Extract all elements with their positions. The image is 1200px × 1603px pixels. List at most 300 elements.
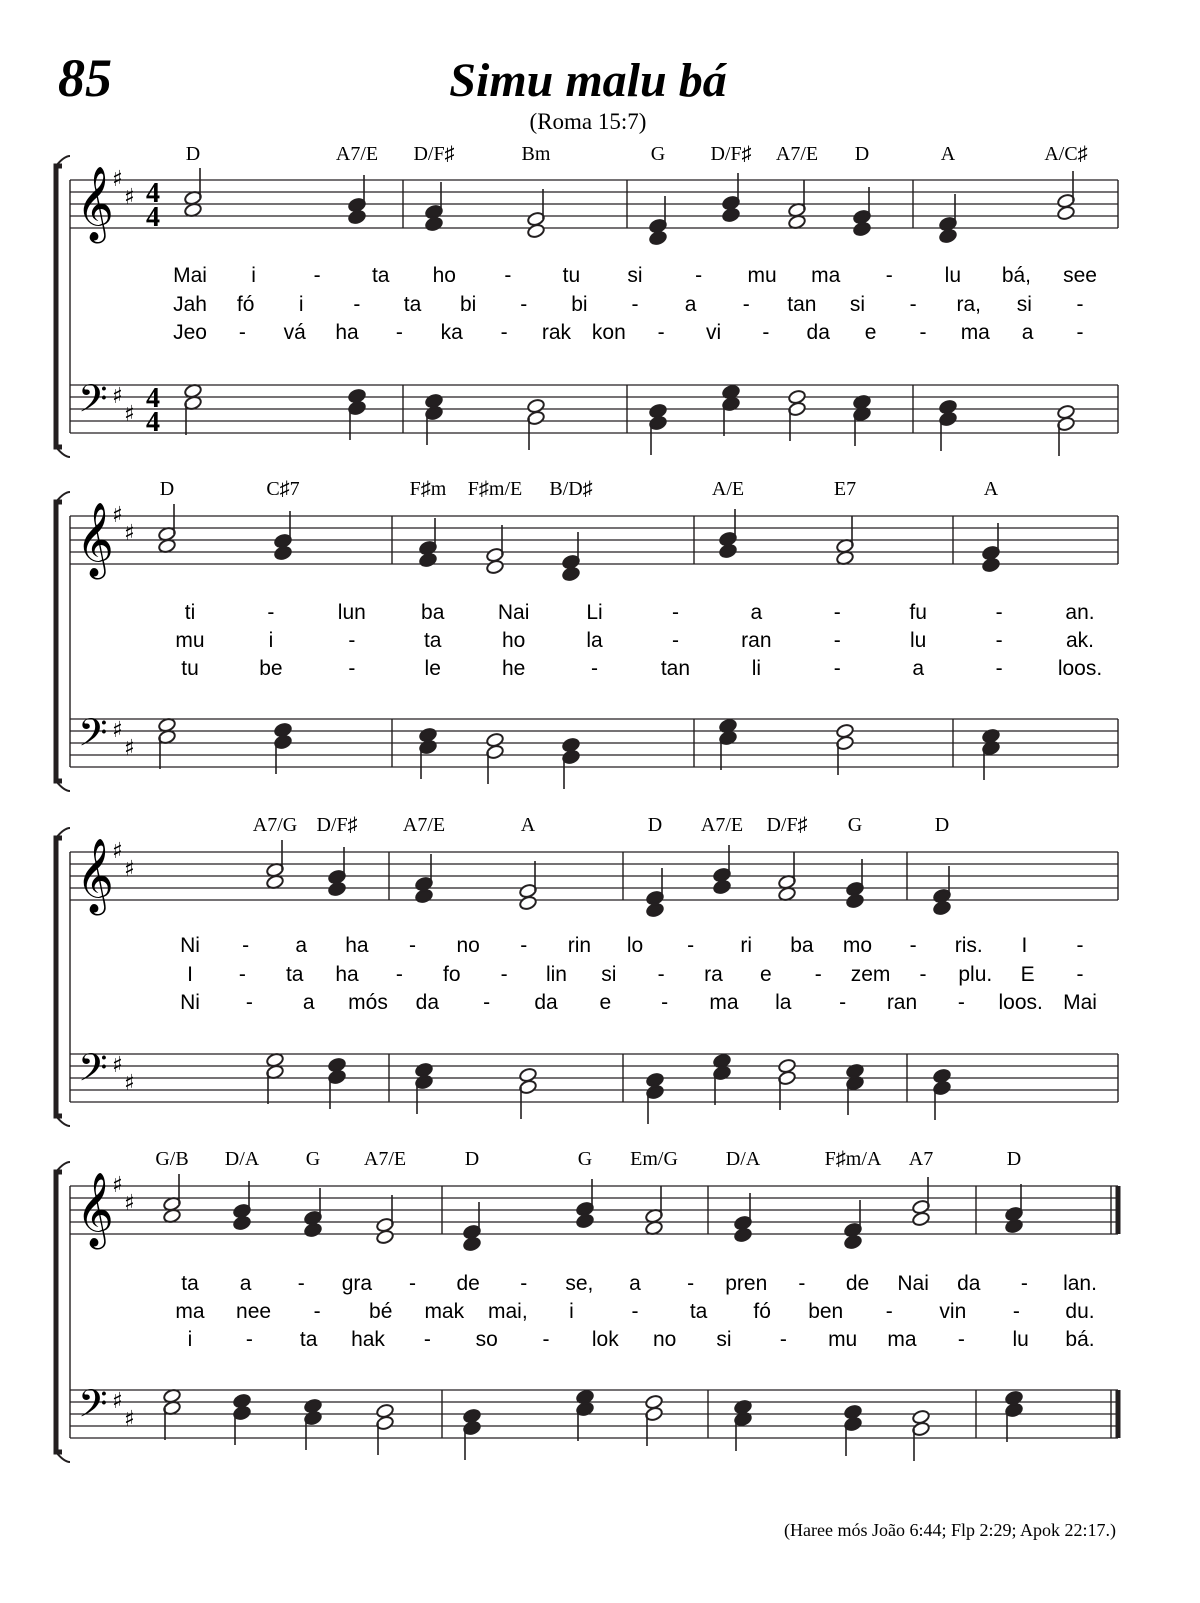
treble-notehead: [734, 1227, 753, 1243]
system-bracket: [56, 1172, 62, 1452]
lyric-syllable: -: [520, 934, 528, 957]
lyric-syllable: ta: [181, 1272, 199, 1295]
lyric-syllable: mu: [828, 1328, 858, 1351]
chord-symbol: D: [647, 814, 663, 836]
lyric-syllable: a: [295, 934, 308, 957]
lyric-syllable: ba: [790, 934, 814, 957]
treble-notehead: [912, 1211, 931, 1227]
lyric-syllable: -: [833, 601, 841, 624]
lyric-syllable: i: [569, 1300, 574, 1323]
lyric-syllable: ti: [184, 601, 196, 624]
lyric-syllable: -: [742, 293, 750, 316]
lyric-syllable: nee: [236, 1300, 272, 1323]
lyric-syllable: -: [909, 293, 917, 316]
lyric-syllable: i: [268, 629, 274, 652]
lyric-syllable: lin: [545, 963, 567, 986]
chord-symbol: Em/G: [630, 1148, 678, 1170]
lyric-syllable: Ni: [180, 934, 200, 957]
lyric-syllable: mak: [424, 1300, 465, 1323]
lyric-syllable: no: [652, 1328, 677, 1351]
chord-symbol: A7/E: [775, 143, 819, 165]
lyric-syllable: ta: [403, 293, 422, 316]
lyric-syllable: -: [353, 293, 361, 316]
lyric-syllable: -: [267, 601, 275, 624]
lyric-syllable: loos.: [998, 991, 1043, 1014]
chord-symbol: A7/E: [700, 814, 744, 836]
lyric-syllable: bé: [369, 1300, 393, 1323]
lyric-syllable: ri: [740, 934, 753, 957]
chord-symbol: G: [577, 1148, 593, 1170]
lyric-syllable: du.: [1065, 1300, 1095, 1323]
lyric-syllable: a: [684, 293, 697, 316]
lyric-syllable: ta: [689, 1300, 708, 1323]
chord-symbol: F♯m: [409, 478, 447, 500]
bass-staff: [70, 376, 1118, 438]
lyric-syllable: ma: [960, 321, 990, 344]
key-sharp-c-icon: ♯: [124, 1071, 135, 1096]
treble-notehead: [519, 895, 538, 911]
lyric-syllable: lu: [944, 264, 962, 287]
lyric-syllable: -: [409, 934, 416, 957]
lyric-syllable: da: [534, 991, 558, 1014]
lyric-syllable: tu: [562, 264, 581, 287]
treble-notehead: [425, 216, 444, 232]
lyric-syllable: Nai: [497, 601, 530, 624]
lyric-syllable: -: [242, 934, 250, 957]
lyric-syllable: lan.: [1063, 1272, 1097, 1295]
lyric-syllable: -: [779, 1328, 787, 1351]
lyric-syllable: ra: [704, 963, 723, 986]
lyric-syllable: i: [298, 293, 304, 316]
lyric-syllable: ta: [299, 1328, 318, 1351]
lyric-syllable: -: [919, 963, 927, 986]
lyric-syllable: mai,: [488, 1300, 528, 1323]
lyric-syllable: -: [395, 963, 403, 986]
lyric-syllable: -: [631, 1300, 639, 1323]
chord-symbol: F♯m/E: [467, 478, 523, 500]
lyric-syllable: -: [687, 934, 695, 957]
treble-notehead: [646, 902, 665, 918]
lyric-syllable: lun: [337, 601, 366, 624]
lyric-syllable: se,: [565, 1272, 594, 1295]
lyric-syllable: loos.: [1057, 657, 1103, 680]
chord-symbol: E7: [833, 478, 857, 500]
chord-symbol: D/F♯: [710, 143, 752, 165]
lyric-syllable: -: [423, 1328, 431, 1351]
lyric-syllable: -: [591, 657, 599, 680]
key-sharp-f-icon: ♯: [112, 503, 123, 528]
lyric-syllable: -: [542, 1328, 550, 1351]
treble-notehead: [562, 566, 581, 582]
lyric-syllable: bá,: [1001, 264, 1032, 287]
treble-notehead: [348, 209, 367, 225]
chord-symbol: A7: [908, 1148, 934, 1170]
lyric-syllable: a: [750, 601, 763, 624]
footnote-references: (Haree mós João 6:44; Flp 2:29; Apok 22:17.): [784, 1520, 1116, 1540]
chord-symbol: A7/E: [335, 143, 379, 165]
key-sharp-f-icon: ♯: [112, 718, 123, 743]
lyric-syllable: le: [424, 657, 441, 680]
lyric-syllable: mós: [348, 991, 388, 1014]
bass-clef-icon: 𝄢: [78, 1045, 108, 1099]
lyric-syllable: rak: [541, 321, 572, 344]
lyric-syllable: tan: [787, 293, 817, 316]
chord-symbol: A/E: [711, 478, 745, 500]
chord-symbol: Bm: [521, 143, 551, 165]
lyric-syllable: Jah: [173, 293, 207, 316]
time-signature-top: 4: [146, 178, 160, 209]
chord-symbol: D/F♯: [766, 814, 808, 836]
lyric-syllable: kon: [591, 321, 626, 344]
hymn-title: Simu malu bá: [449, 54, 727, 107]
lyric-syllable: fó: [236, 293, 255, 316]
bass-clef-icon: 𝄢: [78, 710, 108, 764]
lyric-syllable: si: [627, 264, 643, 287]
lyric-syllable: -: [833, 629, 841, 652]
lyric-syllable: pren: [725, 1272, 768, 1295]
lyric-syllable: bi: [459, 293, 477, 316]
lyric-syllable: -: [348, 657, 356, 680]
key-sharp-f-icon: ♯: [112, 1389, 123, 1414]
lyric-syllable: vi: [705, 321, 722, 344]
chord-symbol: D/A: [224, 1148, 260, 1170]
key-sharp-c-icon: ♯: [124, 185, 135, 210]
lyric-syllable: e: [599, 991, 612, 1014]
chord-symbol: D/A: [725, 1148, 761, 1170]
system-4: [56, 1148, 1118, 1462]
lyric-syllable: -: [957, 1328, 965, 1351]
chord-symbol: D: [159, 478, 175, 500]
lyric-syllable: -: [661, 991, 669, 1014]
chord-symbol: D: [854, 143, 870, 165]
treble-notehead: [304, 1222, 323, 1238]
time-signature-bottom: 4: [146, 407, 160, 438]
lyric-syllable: -: [919, 321, 927, 344]
treble-notehead: [844, 1234, 863, 1250]
chord-symbol: D: [464, 1148, 480, 1170]
lyric-syllable: I: [187, 963, 193, 986]
lyric-syllable: vin: [939, 1300, 967, 1323]
lyric-syllable: fó: [753, 1300, 771, 1323]
key-sharp-f-icon: ♯: [112, 167, 123, 192]
lyric-syllable: lu: [1012, 1328, 1029, 1351]
lyric-syllable: ba: [421, 601, 445, 624]
lyric-syllable: lo: [626, 934, 644, 957]
lyric-syllable: -: [245, 1328, 253, 1351]
lyric-syllable: -: [909, 934, 917, 957]
lyric-syllable: da: [415, 991, 440, 1014]
lyric-syllable: fo: [443, 963, 461, 986]
treble-notehead: [415, 888, 434, 904]
lyric-syllable: -: [762, 321, 770, 344]
treble-notehead: [376, 1229, 395, 1245]
chord-symbol: G: [650, 143, 666, 165]
lyric-syllable: ma: [709, 991, 739, 1014]
lyric-syllable: E: [1020, 963, 1035, 986]
lyric-syllable: -: [839, 991, 847, 1014]
lyric-syllable: ha: [335, 321, 359, 344]
lyric-syllable: -: [1012, 1300, 1020, 1323]
lyric-syllable: -: [657, 321, 665, 344]
lyric-syllable: hak: [351, 1328, 385, 1351]
lyric-syllable: -: [995, 657, 1003, 680]
lyric-syllable: -: [687, 1272, 695, 1295]
lyric-syllable: an.: [1065, 601, 1095, 624]
lyric-syllable: la: [775, 991, 792, 1014]
lyric-syllable: ta: [371, 264, 390, 287]
chord-symbol: A: [520, 814, 536, 836]
chord-symbol: D: [1006, 1148, 1022, 1170]
lyric-syllable: si: [849, 293, 866, 316]
lyric-syllable: la: [586, 629, 603, 652]
lyric-syllable: lu: [910, 629, 927, 652]
lyric-syllable: -: [1076, 963, 1084, 986]
lyric-syllable: -: [348, 629, 356, 652]
lyric-syllable: plu.: [958, 963, 993, 986]
treble-notehead: [722, 207, 741, 223]
lyric-syllable: ben: [808, 1300, 844, 1323]
lyric-syllable: ris.: [954, 934, 983, 957]
lyric-syllable: fu: [909, 601, 927, 624]
lyric-syllable: bá.: [1065, 1328, 1095, 1351]
lyric-syllable: a: [912, 657, 925, 680]
treble-notehead: [1057, 205, 1076, 221]
lyric-syllable: -: [657, 963, 665, 986]
lyric-syllable: e: [760, 963, 772, 986]
lyric-syllable: ha: [335, 963, 359, 986]
lyric-syllable: si: [1016, 293, 1032, 316]
lyric-syllable: vá: [283, 321, 306, 344]
lyric-syllable: mu: [747, 264, 777, 287]
chord-symbol: A7/E: [402, 814, 446, 836]
time-signature-bottom: 4: [146, 202, 160, 233]
chord-symbol: A/C♯: [1044, 143, 1088, 165]
treble-notehead: [1005, 1218, 1024, 1234]
key-sharp-f-icon: ♯: [112, 1053, 123, 1078]
lyric-syllable: ha: [345, 934, 369, 957]
key-sharp-c-icon: ♯: [124, 736, 135, 761]
lyric-syllable: bi: [571, 293, 588, 316]
key-sharp-c-icon: ♯: [124, 402, 135, 427]
lyric-syllable: da: [806, 321, 830, 344]
time-signature-top: 4: [146, 383, 160, 414]
lyric-syllable: -: [885, 1300, 893, 1323]
chord-symbol: B/D♯: [549, 478, 593, 500]
treble-notehead: [713, 879, 732, 895]
lyric-syllable: be: [259, 657, 283, 680]
lyric-syllable: ma: [887, 1328, 917, 1351]
bass-staff: [70, 1381, 1118, 1438]
lyric-syllable: so: [475, 1328, 498, 1351]
system-bracket: [56, 166, 62, 447]
chord-symbol: C♯7: [266, 478, 300, 500]
treble-clef-icon: 𝄞: [76, 503, 114, 577]
lyric-syllable: -: [483, 991, 491, 1014]
chord-symbol: A: [983, 478, 999, 500]
treble-notehead: [274, 545, 293, 561]
treble-staff: [70, 1173, 1118, 1250]
lyric-syllable: ho: [432, 264, 456, 287]
treble-notehead: [933, 900, 952, 916]
lyric-syllable: Mai: [1063, 991, 1097, 1014]
key-sharp-f-icon: ♯: [112, 1173, 123, 1198]
lyric-syllable: -: [520, 293, 528, 316]
lyric-syllable: e: [864, 321, 877, 344]
lyric-syllable: -: [995, 629, 1003, 652]
lyric-syllable: si: [716, 1328, 732, 1351]
lyric-syllable: gra: [341, 1272, 373, 1295]
key-sharp-c-icon: ♯: [124, 1191, 135, 1216]
lyric-syllable: -: [695, 264, 703, 287]
lyric-syllable: ran: [886, 991, 918, 1014]
treble-notehead: [419, 552, 438, 568]
lyric-syllable: Mai: [173, 264, 207, 287]
lyric-syllable: a: [629, 1272, 641, 1295]
bass-clef-icon: 𝄢: [78, 1381, 108, 1435]
lyric-syllable: -: [395, 321, 403, 344]
hymn-number: 85: [58, 48, 112, 108]
treble-notehead: [846, 893, 865, 909]
lyric-syllable: i: [251, 264, 256, 287]
treble-notehead: [328, 881, 347, 897]
lyric-syllable: -: [671, 629, 679, 652]
lyric-syllable: -: [500, 963, 508, 986]
chord-symbol: G/B: [155, 1148, 189, 1170]
lyric-syllable: a: [1021, 321, 1034, 344]
lyric-syllable: -: [814, 963, 822, 986]
lyric-syllable: Jeo: [173, 321, 207, 344]
lyric-syllable: de: [456, 1272, 480, 1295]
treble-clef-icon: 𝄞: [76, 1173, 114, 1247]
bass-staff: [70, 710, 1118, 767]
lyric-syllable: -: [1076, 321, 1084, 344]
lyric-syllable: ra,: [956, 293, 982, 316]
lyric-syllable: de: [845, 1272, 870, 1295]
lyric-syllable: da: [957, 1272, 981, 1295]
lyric-syllable: -: [313, 1300, 321, 1323]
treble-notehead: [486, 559, 505, 575]
bass-staff: [70, 1045, 1118, 1102]
lyric-syllable: I: [1021, 934, 1028, 957]
treble-notehead: [982, 557, 1001, 573]
treble-clef-icon: 𝄞: [76, 839, 114, 913]
system-3: [56, 814, 1118, 1126]
lyric-syllable: he: [501, 657, 526, 680]
key-sharp-c-icon: ♯: [124, 521, 135, 546]
lyric-syllable: Nai: [897, 1272, 929, 1295]
key-sharp-c-icon: ♯: [124, 857, 135, 882]
lyric-syllable: -: [995, 601, 1003, 624]
lyric-syllable: -: [1076, 293, 1084, 316]
lyric-syllable: -: [238, 963, 246, 986]
lyric-syllable: tan: [660, 657, 691, 680]
system-1: [56, 143, 1118, 457]
lyric-syllable: ho: [501, 629, 526, 652]
lyric-syllable: ma: [175, 1300, 205, 1323]
lyric-syllable: tu: [181, 657, 199, 680]
lyric-syllable: -: [409, 1272, 416, 1295]
chord-symbol: D/F♯: [316, 814, 358, 836]
treble-notehead: [719, 543, 738, 559]
lyric-syllable: zem: [850, 963, 891, 986]
lyric-syllable: ran: [741, 629, 772, 652]
lyric-syllable: -: [297, 1272, 305, 1295]
treble-notehead: [576, 1213, 595, 1229]
lyric-syllable: rin: [567, 934, 592, 957]
treble-staff: [70, 167, 1118, 244]
treble-notehead: [853, 221, 872, 237]
lyric-syllable: mu: [175, 629, 205, 652]
treble-staff: [70, 839, 1118, 916]
lyric-syllable: see: [1063, 264, 1097, 287]
lyric-syllable: -: [500, 321, 508, 344]
lyric-syllable: li: [751, 657, 762, 680]
lyric-syllable: si: [601, 963, 617, 986]
lyric-syllable: -: [520, 1272, 528, 1295]
lyric-syllable: mo: [842, 934, 873, 957]
lyric-syllable: -: [833, 657, 841, 680]
lyric-syllable: -: [957, 991, 965, 1014]
lyric-syllable: no: [456, 934, 480, 957]
treble-clef-icon: 𝄞: [76, 167, 114, 241]
systems-layer: [56, 143, 1118, 1462]
lyric-syllable: -: [1020, 1272, 1028, 1295]
chord-symbol: G: [847, 814, 863, 836]
lyric-syllable: -: [885, 264, 893, 287]
lyric-syllable: -: [671, 601, 679, 624]
lyric-syllable: -: [245, 991, 253, 1014]
chord-symbol: A7/E: [363, 1148, 407, 1170]
chord-symbol: D: [185, 143, 201, 165]
treble-notehead: [463, 1236, 482, 1252]
lyric-syllable: -: [504, 264, 512, 287]
lyric-syllable: -: [798, 1272, 806, 1295]
lyric-syllable: ak.: [1065, 629, 1095, 652]
lyric-syllable: ta: [285, 963, 304, 986]
key-sharp-f-icon: ♯: [112, 384, 123, 409]
lyric-syllable: ta: [423, 629, 442, 652]
lyric-syllable: -: [313, 264, 321, 287]
lyric-syllable: -: [1076, 934, 1084, 957]
system-bracket: [56, 502, 62, 781]
treble-notehead: [233, 1215, 252, 1231]
lyric-syllable: ma: [811, 264, 841, 287]
scripture-reference: (Roma 15:7): [529, 109, 647, 134]
chord-symbol: A7/G: [252, 814, 298, 836]
lyric-syllable: -: [238, 321, 246, 344]
chord-symbol: A: [940, 143, 956, 165]
key-sharp-c-icon: ♯: [124, 1407, 135, 1432]
lyric-syllable: Ni: [180, 991, 200, 1014]
treble-notehead: [527, 223, 546, 239]
chord-symbol: D/F♯: [413, 143, 455, 165]
treble-staff: [70, 503, 1118, 580]
treble-notehead: [649, 230, 668, 246]
system-bracket: [56, 838, 62, 1116]
treble-notehead: [939, 228, 958, 244]
key-sharp-f-icon: ♯: [112, 839, 123, 864]
bass-clef-icon: 𝄢: [78, 376, 108, 430]
lyric-syllable: Li: [586, 601, 603, 624]
chord-symbol: D: [934, 814, 950, 836]
lyric-syllable: lok: [591, 1328, 619, 1351]
lyric-syllable: ka: [440, 321, 463, 344]
lyric-syllable: i: [187, 1328, 193, 1351]
lyric-syllable: -: [631, 293, 639, 316]
system-2: [56, 478, 1118, 791]
lyric-syllable: a: [239, 1272, 252, 1295]
chord-symbol: G: [305, 1148, 321, 1170]
